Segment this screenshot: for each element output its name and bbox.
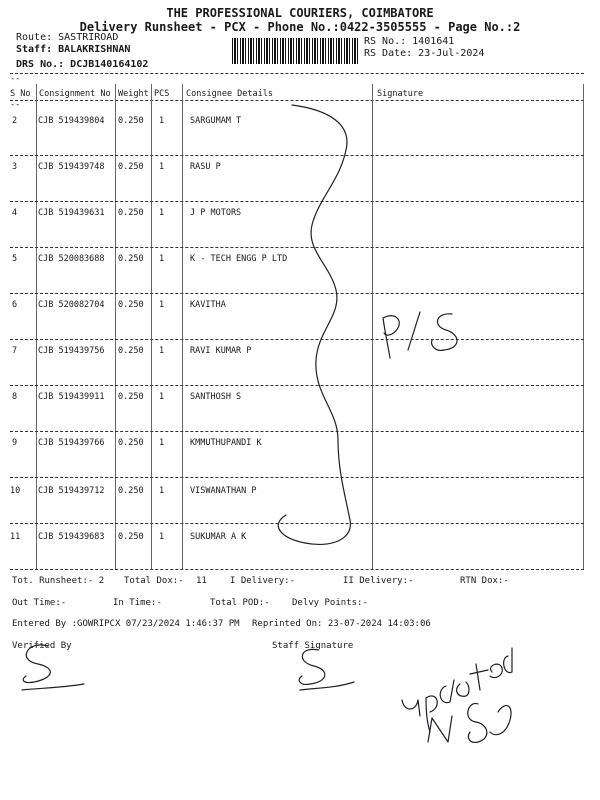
column-line — [372, 84, 373, 570]
row-consignee: KAVITHA — [190, 300, 226, 310]
row-pcs: 1 — [159, 116, 165, 126]
row-consignment: CJB 519439911 — [38, 392, 105, 402]
row-sno: 4 — [12, 208, 18, 218]
row-consignee: RASU P — [190, 162, 221, 172]
table-bottom-divider — [10, 569, 584, 570]
row-sno: 9 — [12, 438, 18, 448]
row-divider — [10, 385, 584, 386]
row-weight: 0.250 — [118, 254, 144, 264]
row-divider — [10, 201, 584, 202]
pls-initials-3 — [432, 314, 457, 351]
row-pcs: 1 — [159, 532, 165, 542]
row-sno: 10 — [10, 486, 21, 496]
entered-by: Entered By :GOWRIPCX 07/23/2024 1:46:37 PM — [12, 619, 240, 629]
table-header-divider — [10, 100, 584, 101]
row-divider — [10, 431, 584, 432]
staff-signature — [299, 649, 354, 690]
staff-signature-label: Staff Signature — [272, 641, 354, 651]
row-weight: 0.250 — [118, 208, 144, 218]
col-consignee: Consignee Details — [186, 89, 273, 99]
row-sno: 7 — [12, 346, 18, 356]
row-consignment: CJB 519439748 — [38, 162, 105, 172]
total-dox-value: 11 — [196, 576, 207, 586]
header-dashes: -- — [10, 74, 21, 84]
row-sno: 3 — [12, 162, 18, 172]
row-weight: 0.250 — [118, 532, 144, 542]
row-weight: 0.250 — [118, 486, 144, 496]
col-consignment: Consignment No — [39, 89, 111, 99]
row-consignee: RAVI KUMAR P — [190, 346, 252, 356]
row-consignment: CJB 520083688 — [38, 254, 105, 264]
table-header-dashes: -- — [10, 100, 21, 110]
row-sno: 11 — [10, 532, 21, 542]
verified-by: Verified By — [12, 641, 72, 651]
row-weight: 0.250 — [118, 346, 144, 356]
in-time: In Time:- — [113, 598, 162, 608]
col-sno: S No — [10, 89, 31, 99]
row-consignee: VISWANATHAN P — [190, 486, 257, 496]
row-consignee: J P MOTORS — [190, 208, 242, 218]
row-pcs: 1 — [159, 162, 165, 172]
route-label: Route: SASTRIROAD — [16, 32, 119, 43]
rtn-dox: RTN Dox:- — [460, 576, 509, 586]
company-title: THE PROFESSIONAL COURIERS, COIMBATORE — [166, 6, 434, 20]
barcode-image — [232, 38, 358, 64]
row-weight: 0.250 — [118, 392, 144, 402]
row-sno: 5 — [12, 254, 18, 264]
column-line — [583, 84, 584, 570]
rs-date: RS Date: 23-Jul-2024 — [364, 48, 485, 59]
row-pcs: 1 — [159, 300, 165, 310]
row-pcs: 1 — [159, 486, 165, 496]
row-consignment: CJB 519439766 — [38, 438, 105, 448]
verified-signature — [22, 645, 84, 690]
row-consignment: CJB 519439804 — [38, 116, 105, 126]
row-pcs: 1 — [159, 392, 165, 402]
header-divider — [10, 73, 584, 74]
runsheet-subtitle: Delivery Runsheet - PCX - Phone No.:0422-3505555 - Page No.:2 — [79, 20, 521, 34]
row-sno: 8 — [12, 392, 18, 402]
row-sno: 6 — [12, 300, 18, 310]
reprinted-on: Reprinted On: 23-07-2024 14:03:06 — [252, 619, 431, 629]
row-divider — [10, 293, 584, 294]
pls-text: p/s — [392, 344, 394, 345]
drs-number: DRS No.: DCJB140164102 — [16, 59, 149, 70]
row-consignment: CJB 519439712 — [38, 486, 105, 496]
n-signature — [428, 703, 511, 742]
column-line — [115, 84, 116, 570]
pls-initials — [383, 316, 399, 358]
out-time: Out Time:- — [12, 598, 67, 608]
row-pcs: 1 — [159, 254, 165, 264]
squiggle-stroke — [278, 105, 350, 544]
row-consignment: CJB 519439631 — [38, 208, 105, 218]
row-divider — [10, 477, 584, 478]
row-consignment: CJB 519439756 — [38, 346, 105, 356]
updated-scribble — [402, 648, 512, 732]
row-consignee: SARGUMAM T — [190, 116, 242, 126]
row-pcs: 1 — [159, 208, 165, 218]
total-pod: Total POD:- — [210, 598, 270, 608]
row-divider — [10, 247, 584, 248]
row-weight: 0.250 — [118, 300, 144, 310]
row-consignee: K - TECH ENGG P LTD — [190, 254, 288, 264]
row-divider — [10, 339, 584, 340]
row-consignment: CJB 519439683 — [38, 532, 105, 542]
row-weight: 0.250 — [118, 116, 144, 126]
column-line — [36, 84, 37, 570]
row-consignee: KMMUTHUPANDI K — [190, 438, 262, 448]
total-dox-label: Total Dox:- — [124, 576, 184, 586]
column-line — [182, 84, 183, 570]
row-divider — [10, 523, 584, 524]
staff-label: Staff: BALAKRISHNAN — [16, 44, 131, 55]
col-weight: Weight — [118, 89, 149, 99]
tot-runsheet: Tot. Runsheet:- 2 — [12, 576, 105, 586]
rs-number: RS No.: 1401641 — [364, 36, 455, 47]
row-weight: 0.250 — [118, 162, 144, 172]
updated-text: updated — [410, 700, 415, 701]
row-weight: 0.250 — [118, 438, 144, 448]
col-pcs: PCS — [154, 89, 170, 99]
row-consignment: CJB 520082704 — [38, 300, 105, 310]
row-consignee: SANTHOSH S — [190, 392, 242, 402]
row-pcs: 1 — [159, 346, 165, 356]
i-delivery: I Delivery:- — [230, 576, 296, 586]
pls-initials-2 — [408, 312, 420, 350]
row-divider — [10, 155, 584, 156]
row-sno: 2 — [12, 116, 18, 126]
row-pcs: 1 — [159, 438, 165, 448]
delvy-points: Delvy Points:- — [292, 598, 368, 608]
ii-delivery: II Delivery:- — [343, 576, 414, 586]
pls-text-hidden — [392, 343, 415, 701]
row-consignee: SUKUMAR A K — [190, 532, 247, 542]
column-line — [151, 84, 152, 570]
col-signature: Signature — [377, 89, 424, 99]
